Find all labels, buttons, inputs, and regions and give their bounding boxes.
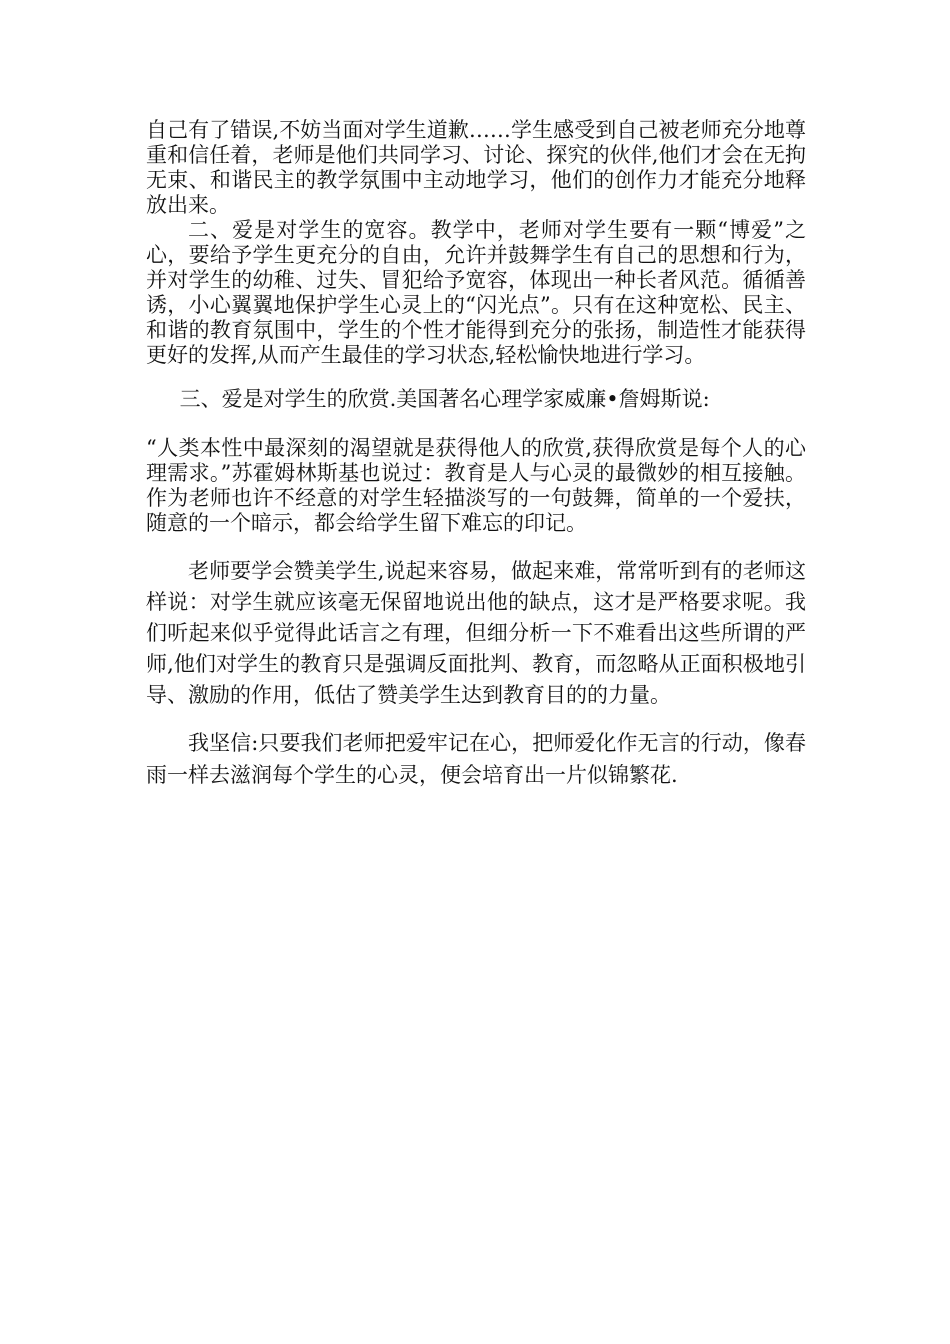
paragraph-appreciation-heading: 三、爱是对学生的欣赏.美国著名心理学家威廉•詹姆斯说: [179,387,710,411]
paragraph-quote: “人类本性中最深刻的渴望就是获得他人的欣赏,获得欣赏是每个人的心理需求。”苏霍姆林斯基也说过：教育是人与心灵的最微妙的相互接触。作为老师也许不经意的对学生轻描淡写的一句鼓舞，简单的一个爱扶，随意的一个暗示，都会给学生留下难忘的印记。 [146,436,806,535]
document-body [146,118,806,791]
paragraph-continuation: 自己有了错误,不妨当面对学生道歉……学生感受到自己被老师充分地尊重和信任着，老师是他们共同学习、讨论、探究的伙伴,他们才会在无拘无束、和谐民主的教学氛围中主动地学习，他们的创作力才能充分地释放出来。 [146,118,806,217]
paragraph-praise: 老师要学会赞美学生,说起来容易，做起来难，常常听到有的老师这样说：对学生就应该毫无保留地说出他的缺点，这才是严格要求呢。我们听起来似乎觉得此话言之有理，但细分析一下不难看出这些所谓的严师,他们对学生的教育只是强调反面批判、教育，而忽略从正面积极地引导、激励的作用，低估了赞美学生达到教育目的的力量。 [146,559,806,707]
paragraph-tolerance: 二、爱是对学生的宽容。教学中，老师对学生要有一颗“博爱”之心，要给予学生更充分的自由，允许并鼓舞学生有自己的思想和行为，并对学生的幼稚、过失、冒犯给予宽容，体现出一种长者风范。循循善诱，小心翼翼地保护学生心灵上的“闪光点”。只有在这种宽松、民主、和谐的教育氛围中，学生的个性才能得到充分的张扬，制造性才能获得更好的发挥,从而产生最佳的学习状态,轻松愉快地进行学习。 [146,218,806,367]
paragraph-conclusion: 我坚信:只要我们老师把爱牢记在心，把师爱化作无言的行动，像春雨一样去滋润每个学生的心灵，便会培育出一片似锦繁花. [146,731,806,787]
